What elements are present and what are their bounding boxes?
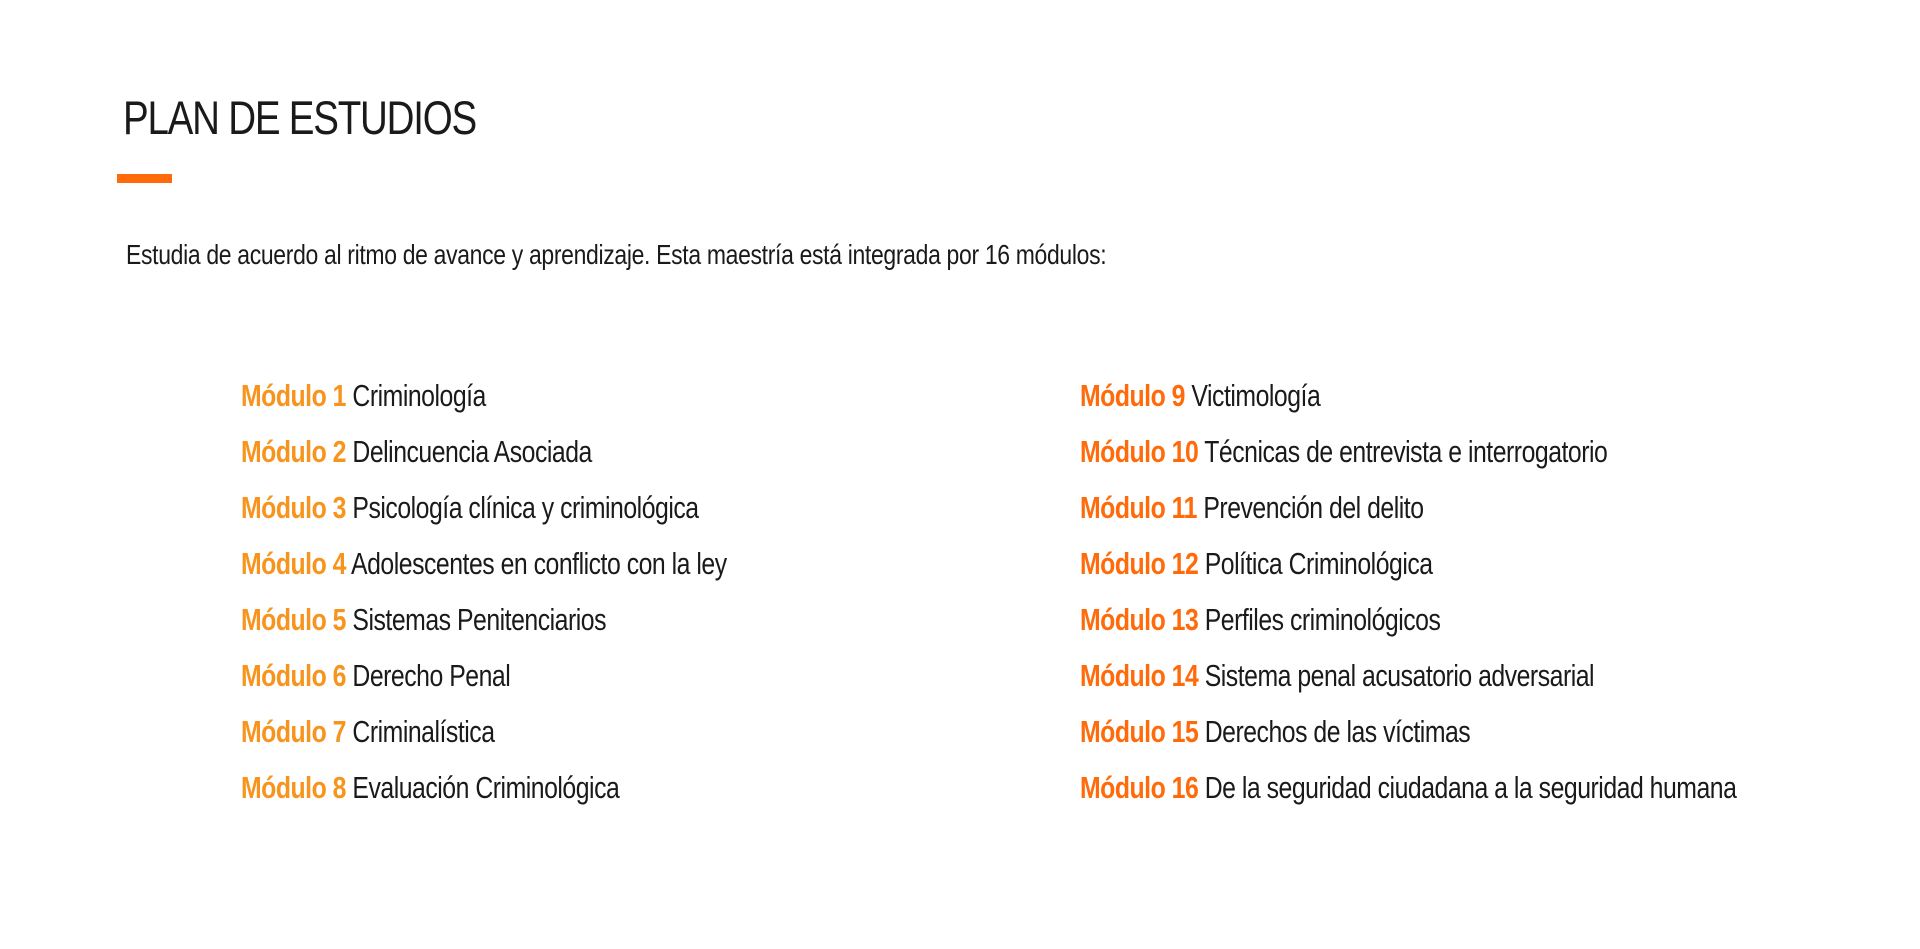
module-title: Prevención del delito: [1203, 490, 1424, 525]
module-item: [241, 712, 727, 768]
module-title: Evaluación Criminológica: [352, 770, 620, 805]
module-item: [241, 544, 727, 600]
module-number: Módulo 4: [241, 546, 346, 581]
module-item: [241, 376, 727, 432]
module-title: Criminología: [352, 378, 486, 413]
module-title: De la seguridad ciudadana a la seguridad humana: [1204, 770, 1737, 805]
module-number: Módulo 16: [1080, 770, 1199, 805]
module-number: Módulo 7: [241, 714, 346, 749]
module-number: Módulo 10: [1080, 434, 1199, 469]
page-title: PLAN DE ESTUDIOS: [123, 91, 476, 144]
module-title: Delincuencia Asociada: [352, 434, 592, 469]
module-number: Módulo 5: [241, 602, 346, 637]
module-number: Módulo 15: [1080, 714, 1199, 749]
module-title: Derechos de las víctimas: [1204, 714, 1471, 749]
modules-list-right: [1080, 376, 1901, 824]
title-underline: [117, 174, 172, 183]
module-number: Módulo 3: [241, 490, 346, 525]
module-number: Módulo 6: [241, 658, 346, 693]
module-title: Derecho Penal: [352, 658, 511, 693]
intro-text: Estudia de acuerdo al ritmo de avance y aprendizaje. Esta maestría está integrada por 16 módulos:: [126, 239, 1107, 270]
module-number: Módulo 9: [1080, 378, 1185, 413]
module-number: Módulo 1: [241, 378, 346, 413]
module-number: Módulo 14: [1080, 658, 1199, 693]
module-item: [1080, 600, 1736, 656]
module-item: [241, 600, 727, 656]
module-title: Psicología clínica y criminológica: [352, 490, 699, 525]
module-title: Adolescentes en conflicto con la ley: [351, 546, 727, 581]
module-item: [241, 432, 727, 488]
module-item: [1080, 544, 1736, 600]
module-title: Sistema penal acusatorio adversarial: [1204, 658, 1595, 693]
modules-list-left: [241, 376, 848, 824]
module-item: [1080, 656, 1736, 712]
module-item: [241, 656, 727, 712]
module-number: Módulo 2: [241, 434, 346, 469]
module-title: Política Criminológica: [1204, 546, 1433, 581]
module-number: Módulo 8: [241, 770, 346, 805]
module-number: Módulo 13: [1080, 602, 1199, 637]
module-number: Módulo 11: [1080, 490, 1197, 525]
module-item: [1080, 488, 1736, 544]
module-title: Perfiles criminológicos: [1204, 602, 1441, 637]
module-item: [1080, 712, 1736, 768]
module-title: Técnicas de entrevista e interrogatorio: [1204, 434, 1608, 469]
module-item: [1080, 768, 1736, 824]
module-title: Victimología: [1191, 378, 1321, 413]
module-title: Sistemas Penitenciarios: [352, 602, 607, 637]
module-item: [241, 488, 727, 544]
module-item: [1080, 376, 1736, 432]
module-item: [241, 768, 727, 824]
module-item: [1080, 432, 1736, 488]
module-number: Módulo 12: [1080, 546, 1199, 581]
module-title: Criminalística: [352, 714, 495, 749]
